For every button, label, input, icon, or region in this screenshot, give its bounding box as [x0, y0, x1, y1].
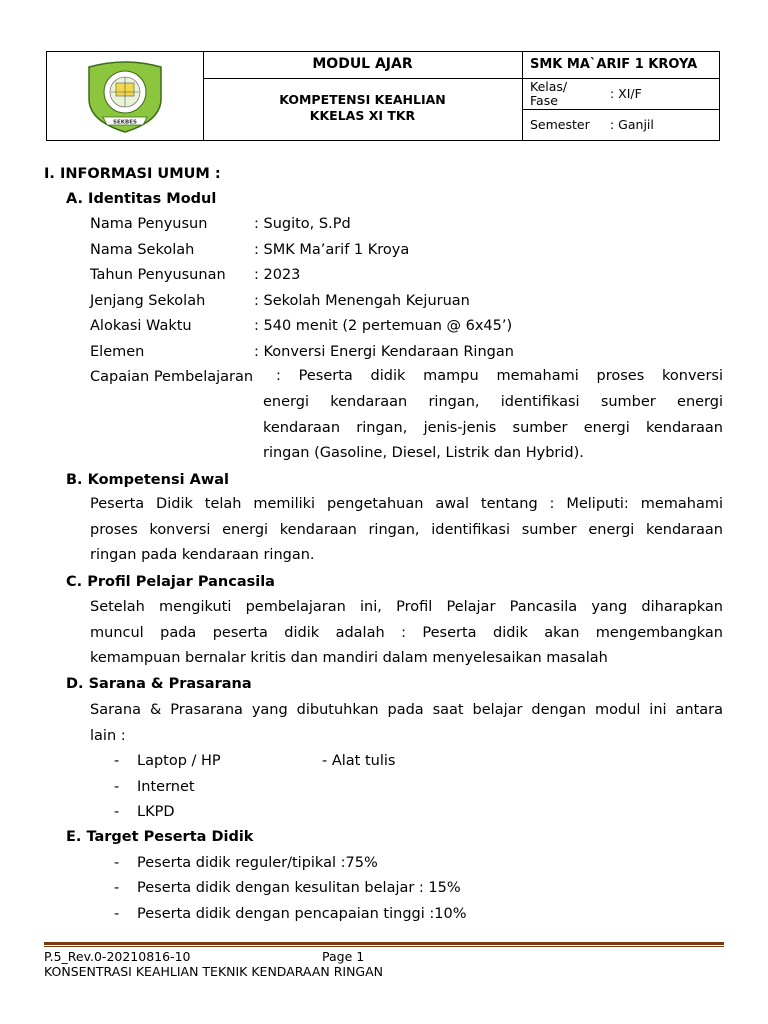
capaian-line: energi kendaraan ringan, identifikasi sumber energi: [263, 394, 723, 410]
kompetensi-line-1: KOMPETENSI KEAHLIAN: [279, 92, 446, 107]
list-item: Peserta didik dengan pencapaian tinggi :10%: [137, 906, 467, 922]
identity-label: Elemen: [90, 344, 145, 360]
section-heading: I. INFORMASI UMUM :: [44, 166, 221, 182]
school-logo: [81, 59, 169, 134]
footer-program: KONSENTRASI KEAHLIAN TEKNIK KENDARAAN RINGAN: [44, 964, 384, 979]
identity-label: Tahun Penyusunan: [90, 267, 226, 283]
paragraph-line: muncul pada peserta didik adalah : Peserta didik akan mengembangkan: [90, 625, 723, 641]
list-item: LKPD: [137, 804, 175, 820]
subsection-c-heading: C. Profil Pelajar Pancasila: [66, 574, 275, 590]
subsection-a-heading: A. Identitas Modul: [66, 191, 217, 207]
list-item-extra: - Alat tulis: [322, 753, 396, 769]
footer-page-number: Page 1: [322, 949, 365, 964]
capaian-line: ringan (Gasoline, Diesel, Listrik dan Hybrid).: [263, 445, 584, 461]
paragraph-line: lain :: [90, 728, 126, 744]
kompetensi-line-2: KKELAS XI TKR: [309, 108, 416, 123]
semester-label: Semester: [530, 117, 590, 132]
header-table: [46, 51, 720, 141]
footer-rule: [44, 942, 724, 945]
list-item: Peserta didik dengan kesulitan belajar : 15%: [137, 880, 461, 896]
identity-value: : 2023: [254, 267, 301, 283]
kompetensi-title: [203, 92, 522, 124]
capaian-line: : Peserta didik mampu memahami proses konversi: [276, 368, 723, 384]
identity-label: Nama Sekolah: [90, 242, 195, 258]
bullet-dash: -: [114, 779, 120, 795]
identity-value: : SMK Ma’arif 1 Kroya: [254, 242, 410, 258]
logo-text: SEKBES: [113, 119, 137, 126]
identity-value: : Sekolah Menengah Kejuruan: [254, 293, 470, 309]
modul-title: MODUL AJAR: [312, 56, 413, 72]
bullet-dash: -: [114, 855, 120, 871]
subsection-e-heading: E. Target Peserta Didik: [66, 829, 254, 845]
identity-value: : Konversi Energi Kendaraan Ringan: [254, 344, 514, 360]
paragraph-line: Sarana & Prasarana yang dibutuhkan pada saat belajar dengan modul ini antara: [90, 702, 723, 718]
bullet-dash: -: [114, 804, 120, 820]
header-title-cell: [203, 52, 523, 140]
bullet-dash: -: [114, 880, 120, 896]
subsection-d-heading: D. Sarana & Prasarana: [66, 676, 252, 692]
footer-rule-thin: [44, 946, 724, 947]
school-name: SMK MA`ARIF 1 KROYA: [530, 57, 698, 72]
identity-value: : 540 menit (2 pertemuan @ 6x45’): [254, 318, 513, 334]
footer-doc-code: P.5_Rev.0-20210816-10: [44, 949, 191, 964]
paragraph-line: kemampuan bernalar kritis dan mandiri dalam menyelesaikan masalah: [90, 650, 608, 666]
list-item: Internet: [137, 779, 195, 795]
subsection-b-heading: B. Kompetensi Awal: [66, 472, 229, 488]
semester-value: : Ganjil: [610, 117, 654, 132]
identity-label: Jenjang Sekolah: [90, 293, 206, 309]
header-info-cell: [522, 52, 719, 140]
paragraph-line: proses konversi energi kendaraan ringan, identifikasi sumber energi kendaraan: [90, 522, 723, 538]
kelas-value: : XI/F: [610, 86, 642, 101]
identity-value: : Sugito, S.Pd: [254, 216, 351, 232]
paragraph-line: Peserta Didik telah memiliki pengetahuan awal tentang : Meliputi: memahami: [90, 496, 723, 512]
capaian-line: kendaraan ringan, jenis-jenis sumber energi kendaraan: [263, 420, 723, 436]
identity-label: Alokasi Waktu: [90, 318, 192, 334]
paragraph-line: ringan pada kendaraan ringan.: [90, 547, 315, 563]
bullet-dash: -: [114, 753, 120, 769]
kelas-label: Kelas/ Fase: [530, 79, 568, 108]
identity-label: Nama Penyusun: [90, 216, 208, 232]
list-item: Laptop / HP: [137, 753, 221, 769]
paragraph-line: Setelah mengikuti pembelajaran ini, Profil Pelajar Pancasila yang diharapkan: [90, 599, 723, 615]
bullet-dash: -: [114, 906, 120, 922]
capaian-label: Capaian Pembelajaran: [90, 369, 254, 385]
header-logo-cell: [47, 52, 204, 140]
list-item: Peserta didik reguler/tipikal :75%: [137, 855, 378, 871]
